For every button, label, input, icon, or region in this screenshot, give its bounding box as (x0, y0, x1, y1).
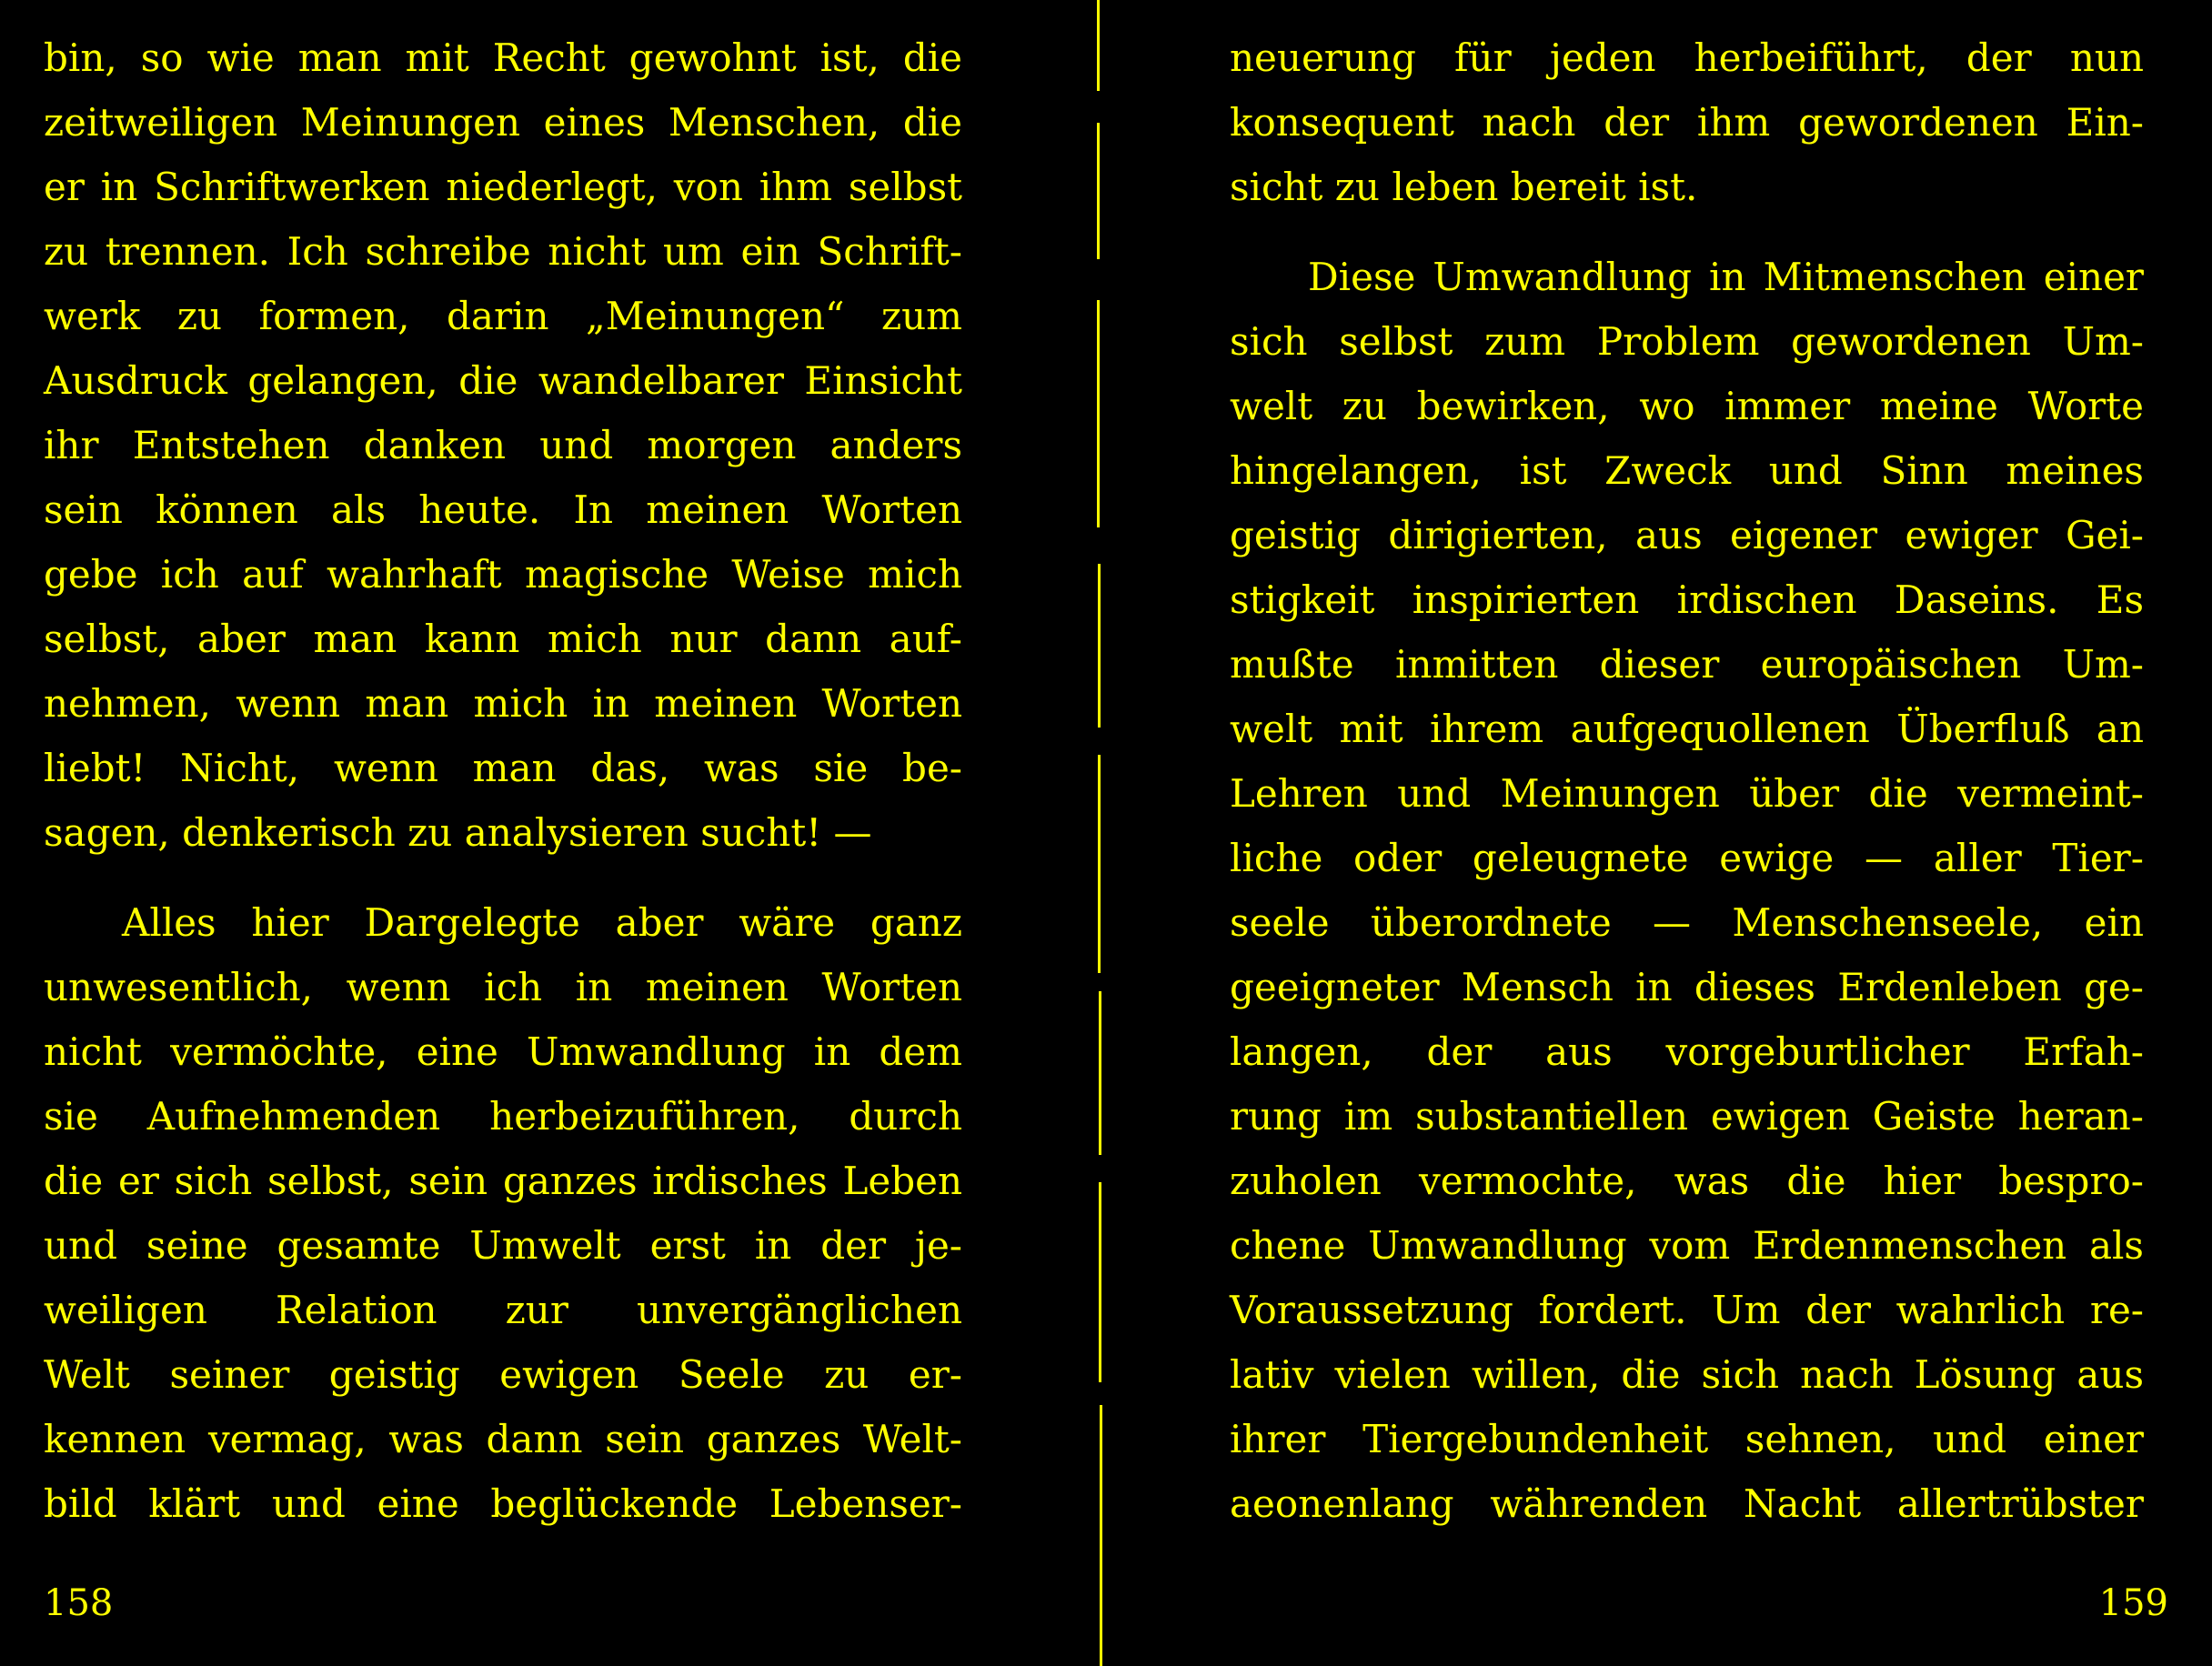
text-line: Diese Umwandlung in Mitmenschen einer (1308, 255, 2144, 299)
right-page-text (1230, 25, 2144, 1536)
gutter-line (1100, 1405, 1102, 1666)
text-line: selbst, aber man kann mich nur dann auf- (44, 617, 962, 661)
left-page-text (44, 25, 962, 1536)
left-page (0, 0, 1082, 1666)
text-line: werk zu formen, darin „Meinungen“ zum (44, 294, 962, 338)
gutter-line (1098, 755, 1101, 973)
text-line: stigkeit inspirierten irdischen Daseins. Es (1230, 577, 2144, 622)
text-line: ihrer Tiergebundenheit sehnen, und einer (1230, 1417, 2144, 1461)
text-line: bild klärt und eine beglückende Lebenser- (44, 1481, 962, 1526)
page-number: 158 (44, 1582, 114, 1624)
right-page (1111, 0, 2212, 1666)
text-line: zeitweiligen Meinungen eines Menschen, die (44, 100, 962, 145)
left-paragraph-1 (44, 25, 962, 865)
gutter-line (1098, 564, 1101, 728)
text-line: hingelangen, ist Zweck und Sinn meines (1230, 448, 2144, 493)
text-line: er in Schriftwerken niederlegt, von ihm selbst (44, 165, 962, 209)
text-line: gebe ich auf wahrhaft magische Weise mich (44, 552, 962, 597)
text-line: sagen, denkerisch zu analysieren sucht! — (44, 810, 872, 855)
text-line: rung im substantiellen ewigen Geiste heran- (1230, 1094, 2144, 1139)
text-line: nicht vermöchte, eine Umwandlung in dem (44, 1029, 962, 1074)
text-line: sie Aufnehmenden herbeizuführen, durch (44, 1094, 962, 1139)
left-paragraph-2 (44, 890, 962, 1536)
text-line: bin, so wie man mit Recht gewohnt ist, die (44, 35, 962, 80)
text-line: mußte inmitten dieser europäischen Um- (1230, 642, 2144, 687)
text-line: geistig dirigierten, aus eigener ewiger Gei- (1230, 513, 2144, 557)
text-line: zu trennen. Ich schreibe nicht um ein Schrift- (44, 229, 962, 274)
text-line: weiligen Relation zur unvergänglichen (44, 1288, 962, 1332)
text-line: Voraussetzung fordert. Um der wahrlich re- (1230, 1288, 2144, 1332)
text-line: welt mit ihrem aufgequollenen Überfluß an (1230, 707, 2144, 751)
text-line: aeonenlang währenden Nacht allertrübster (1230, 1481, 2144, 1526)
text-line: geeigneter Mensch in dieses Erdenleben ge- (1230, 965, 2144, 1009)
gutter-line (1097, 300, 1100, 527)
text-line: liebt! Nicht, wenn man das, was sie be- (44, 746, 962, 790)
paragraph-gap (1230, 219, 2144, 245)
right-paragraph-2 (1230, 245, 2144, 1536)
gutter-line (1097, 0, 1100, 91)
text-line: unwesentlich, wenn ich in meinen Worten (44, 965, 962, 1009)
text-line: liche oder geleugnete ewige — aller Tier- (1230, 836, 2144, 880)
text-line: die er sich selbst, sein ganzes irdisches Leben (44, 1159, 962, 1203)
text-line: ihr Entstehen danken und morgen anders (44, 423, 962, 467)
text-line: welt zu bewirken, wo immer meine Worte (1230, 384, 2144, 428)
text-line: chene Umwandlung vom Erdenmenschen als (1230, 1223, 2144, 1268)
text-line: langen, der aus vorgeburtlicher Erfah- (1230, 1029, 2144, 1074)
text-line: Alles hier Dargelegte aber wäre ganz (122, 900, 962, 945)
text-line: nehmen, wenn man mich in meinen Worten (44, 681, 962, 726)
text-line: seele überordnete — Menschenseele, ein (1230, 900, 2144, 945)
right-paragraph-1 (1230, 25, 2144, 219)
text-line: sein können als heute. In meinen Worten (44, 487, 962, 532)
text-line: Lehren und Meinungen über die vermeint- (1230, 771, 2144, 816)
text-line: Ausdruck gelangen, die wandelbarer Einsicht (44, 358, 962, 403)
text-line: Welt seiner geistig ewigen Seele zu er- (44, 1352, 962, 1397)
paragraph-gap (44, 865, 962, 890)
gutter-line (1099, 991, 1101, 1155)
text-line: neuerung für jeden herbeiführt, der nun (1230, 35, 2144, 80)
gutter-line (1097, 123, 1100, 259)
text-line: zuholen vermochte, was die hier bespro- (1230, 1159, 2144, 1203)
text-line: konsequent nach der ihm gewordenen Ein- (1230, 100, 2144, 145)
text-line: sich selbst zum Problem gewordenen Um- (1230, 319, 2144, 364)
text-line: lativ vielen willen, die sich nach Lösung aus (1230, 1352, 2144, 1397)
text-line: und seine gesamte Umwelt erst in der je- (44, 1223, 962, 1268)
gutter-line (1099, 1182, 1101, 1382)
text-line: kennen vermag, was dann sein ganzes Welt- (44, 1417, 962, 1461)
text-line: sicht zu leben bereit ist. (1230, 165, 1698, 209)
page-number: 159 (2098, 1582, 2168, 1624)
book-gutter (1097, 0, 1102, 1666)
